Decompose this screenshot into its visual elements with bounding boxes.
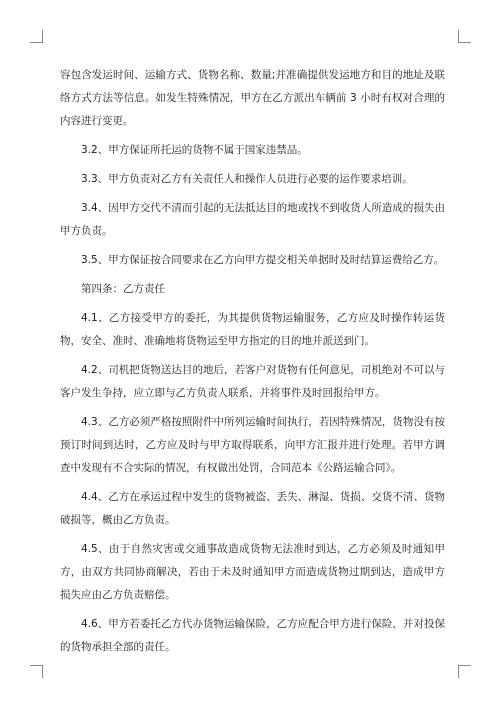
document-body: [60, 64, 445, 665]
paragraph-4-5: 4.5、由于自然灾害或交通事故造成货物无法准时到达，乙方必须及时通知甲方，由双方共同协商解决，若由于未及时通知甲方而造成货物过期到达，造成甲方损失应由乙方负责赔偿。: [60, 543, 445, 601]
paragraph-4-4: 4.4、乙方在承运过程中发生的货物被盗、丢失、淋湿、货损、交货不清、货物破损等，概由乙方负责。: [60, 491, 445, 526]
paragraph-3-2: 3.2、甲方保证所托运的货物不属于国家违禁品。: [81, 144, 308, 156]
paragraph-3-5: 3.5、甲方保证按合同要求在乙方向甲方提交相关单据时及时结算运费给乙方。: [81, 254, 445, 266]
paragraph-4-6: 4.6、甲方若委托乙方代办货物运输保险，乙方应配合甲方进行保险，并对投保的货物承担全部的责任。: [60, 618, 445, 653]
crop-mark-top-left: [30, 30, 43, 43]
paragraph-4-1: 4.1、乙方接受甲方的委托，为其提供货物运输服务，乙方应及时操作转运货物，安全、准时、准确地将货物运至甲方指定的目的地并派送到门。: [60, 312, 445, 347]
paragraph-4-3: 4.3、乙方必须严格按照附件中所列运输时间执行，若因特殊情况，货物没有按预订时间到达时，乙方应及时与甲方取得联系，向甲方汇报并进行处理。若甲方调查中发现有不合实际的情况，有权做出处罚，合同范本《公路运输合同》。: [60, 416, 445, 474]
paragraph-continuation: 容包含发运时间、运输方式、货物名称、数量;并准确提供发运地方和目的地址及联络方式方法等信息。如发生特殊情况，甲方在乙方派出车辆前 3 小时有权对合理的内容进行变更。: [60, 69, 445, 127]
crop-mark-bottom-right: [458, 665, 471, 678]
paragraph-3-3: 3.3、甲方负责对乙方有关责任人和操作人员进行必要的运作要求培训。: [81, 173, 413, 185]
section-heading-article-4: 第四条：乙方责任: [81, 283, 165, 295]
crop-mark-top-right: [458, 30, 471, 43]
paragraph-4-2: 4.2、司机把货物送达目的地后，若客户对货物有任何意见，司机绝对不可以与客户发生争持，应立即与乙方负责人联系，并将事件及时回报给甲方。: [60, 364, 445, 399]
crop-mark-bottom-left: [30, 665, 43, 678]
paragraph-3-4: 3.4、因甲方交代不清而引起的无法抵达目的地或找不到收货人所造成的损失由甲方负责。: [60, 202, 445, 237]
